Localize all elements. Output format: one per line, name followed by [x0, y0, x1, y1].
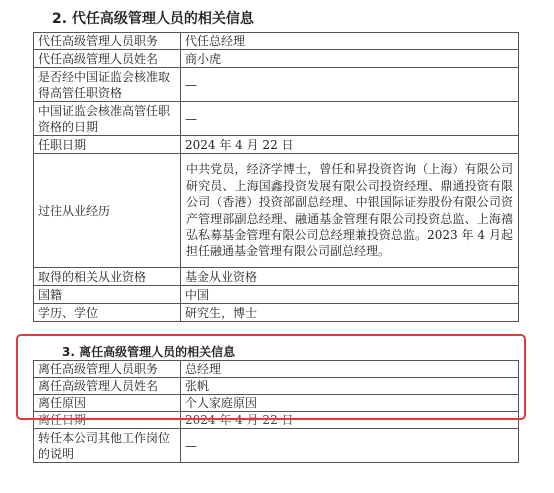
row-value: —: [181, 102, 519, 136]
row-value: —: [181, 68, 519, 102]
row-label: 中国证监会核准高管任职资格的日期: [34, 102, 181, 136]
table-row: [34, 154, 519, 268]
table-row: [34, 412, 519, 429]
row-label: 取得的相关从业资格: [34, 268, 181, 286]
row-label: 代任高级管理人员职务: [34, 33, 181, 50]
row-label: 转任本公司其他工作岗位的说明: [34, 429, 181, 463]
row-label: 任职日期: [34, 136, 181, 154]
table-row: [34, 304, 519, 322]
table-row: [34, 286, 519, 304]
table-row: [34, 68, 519, 102]
table-row: [34, 395, 519, 412]
acting-manager-table: [33, 32, 519, 322]
table-row: [34, 50, 519, 68]
table-row: [34, 361, 519, 378]
row-label: 过往从业经历: [34, 154, 181, 268]
departing-manager-table: [33, 360, 519, 463]
section-2-title: 2. 代任高级管理人员的相关信息: [52, 11, 254, 27]
table-row: [34, 102, 519, 136]
table-row: [34, 268, 519, 286]
row-value: 总经理: [181, 361, 519, 378]
table-row: [34, 33, 519, 50]
row-value: 中国: [181, 286, 519, 304]
row-value: 个人家庭原因: [181, 395, 519, 412]
row-value: 研究生，博士: [181, 304, 519, 322]
row-label: 离任原因: [34, 395, 181, 412]
row-label: 国籍: [34, 286, 181, 304]
row-value: 2024 年 4 月 22 日: [181, 136, 519, 154]
table-row: [34, 429, 519, 463]
row-label: 代任高级管理人员姓名: [34, 50, 181, 68]
section-3-title: 3. 离任高级管理人员的相关信息: [62, 345, 236, 359]
row-value: —: [181, 429, 519, 463]
row-label: 离任高级管理人员姓名: [34, 378, 181, 395]
row-label: 离任高级管理人员职务: [34, 361, 181, 378]
row-value: 基金从业资格: [181, 268, 519, 286]
row-value: 2024 年 4 月 22 日: [181, 412, 519, 429]
table-row: [34, 136, 519, 154]
row-value: 代任总经理: [181, 33, 519, 50]
table-row: [34, 378, 519, 395]
row-value: 张帆: [181, 378, 519, 395]
row-value: 商小虎: [181, 50, 519, 68]
row-label: 是否经中国证监会核准取得高管任职资格: [34, 68, 181, 102]
row-value: 中共党员，经济学博士，曾任和昇投资咨询（上海）有限公司研究员、上海国鑫投资发展有限公司投资经理、鼎通投资有限公司（香港）投资部副总经理、中银国际证券股份有限公司资产管理部副总经理、融通基金管理有限公司投资总监、上海禧弘私募基金管理有限公司总经理兼投资总监。2023 年 4 月起担任融通基金管理有限公司副总经理。: [181, 154, 519, 268]
row-label: 离任日期: [34, 412, 181, 429]
row-label: 学历、学位: [34, 304, 181, 322]
